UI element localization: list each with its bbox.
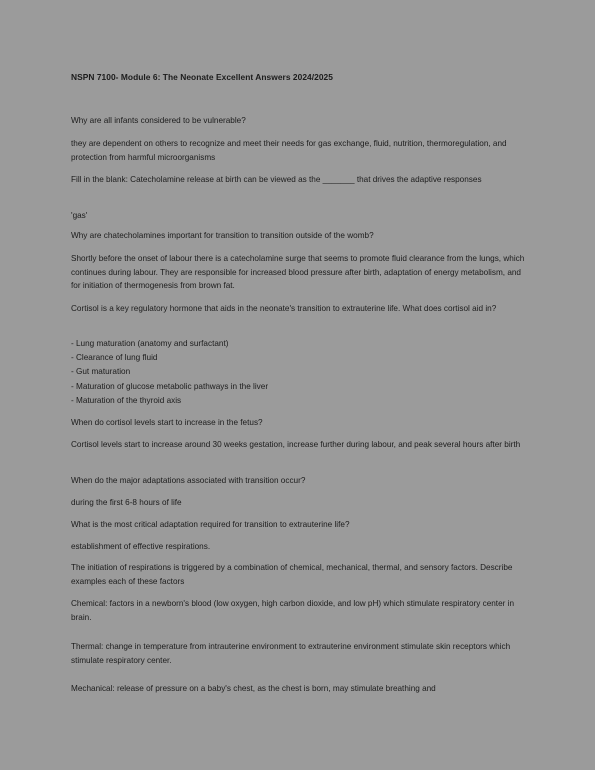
list-item: - Maturation of the thyroid axis — [71, 395, 182, 405]
answer-2: 'gas' — [71, 211, 88, 220]
question-5: When do cortisol levels start to increase in the fetus? — [71, 418, 263, 427]
answer-8-chemical: Chemical: factors in a newborn's blood (low oxygen, high carbon dioxide, and low pH) which stimulate respiratory center in brain. — [71, 599, 514, 622]
question-2: Fill in the blank: Catecholamine release at birth can be viewed as the _______ that drives the adaptive responses — [71, 175, 482, 184]
question-4: Cortisol is a key regulatory hormone that aids in the neonate's transition to extrauterine life. What does cortisol aid in? — [71, 304, 497, 313]
answer-3: Shortly before the onset of labour there is a catecholamine surge that seems to promote fluid clearance from the lungs, which continues during labour. They are responsible for increased blood pressure after birth, adaptation of energy metabolism, and for initiation of thermogenesis from brown fat. — [71, 254, 525, 291]
list-item: - Gut maturation — [71, 367, 131, 377]
list-item: - Clearance of lung fluid — [71, 353, 158, 363]
answer-5: Cortisol levels start to increase around 30 weeks gestation, increase further during labour, and peak several hours after birth — [71, 440, 521, 449]
question-3: Why are chatecholamines important for transition to transition outside of the womb? — [71, 231, 374, 240]
list-item: - Maturation of glucose metabolic pathways in the liver — [71, 381, 269, 391]
answer-8-thermal: Thermal: change in temperature from intrauterine environment to extrauterine environment stimulate skin receptors which stimulate respiratory center. — [71, 642, 511, 665]
document-title: NSPN 7100- Module 6: The Neonate Excellent Answers 2024/2025 — [71, 72, 333, 82]
answer-4-list — [71, 337, 531, 408]
answer-1: they are dependent on others to recognize and meet their needs for gas exchange, fluid, nutrition, thermoregulation, and protection from harmful microorganisms — [71, 139, 507, 162]
answer-6: during the first 6-8 hours of life — [71, 498, 182, 507]
question-6: When do the major adaptations associated with transition occur? — [71, 476, 306, 485]
answer-7: establishment of effective respirations. — [71, 542, 211, 551]
question-8: The initiation of respirations is triggered by a combination of chemical, mechanical, thermal, and sensory factors. Describe examples each of these factors — [71, 563, 513, 586]
question-7: What is the most critical adaptation required for transition to extrauterine life? — [71, 520, 350, 529]
answer-8-mechanical: Mechanical: release of pressure on a baby's chest, as the chest is born, may stimulate breathing and — [71, 684, 436, 693]
question-1: Why are all infants considered to be vulnerable? — [71, 116, 246, 125]
list-item: - Lung maturation (anatomy and surfactant) — [71, 339, 229, 348]
